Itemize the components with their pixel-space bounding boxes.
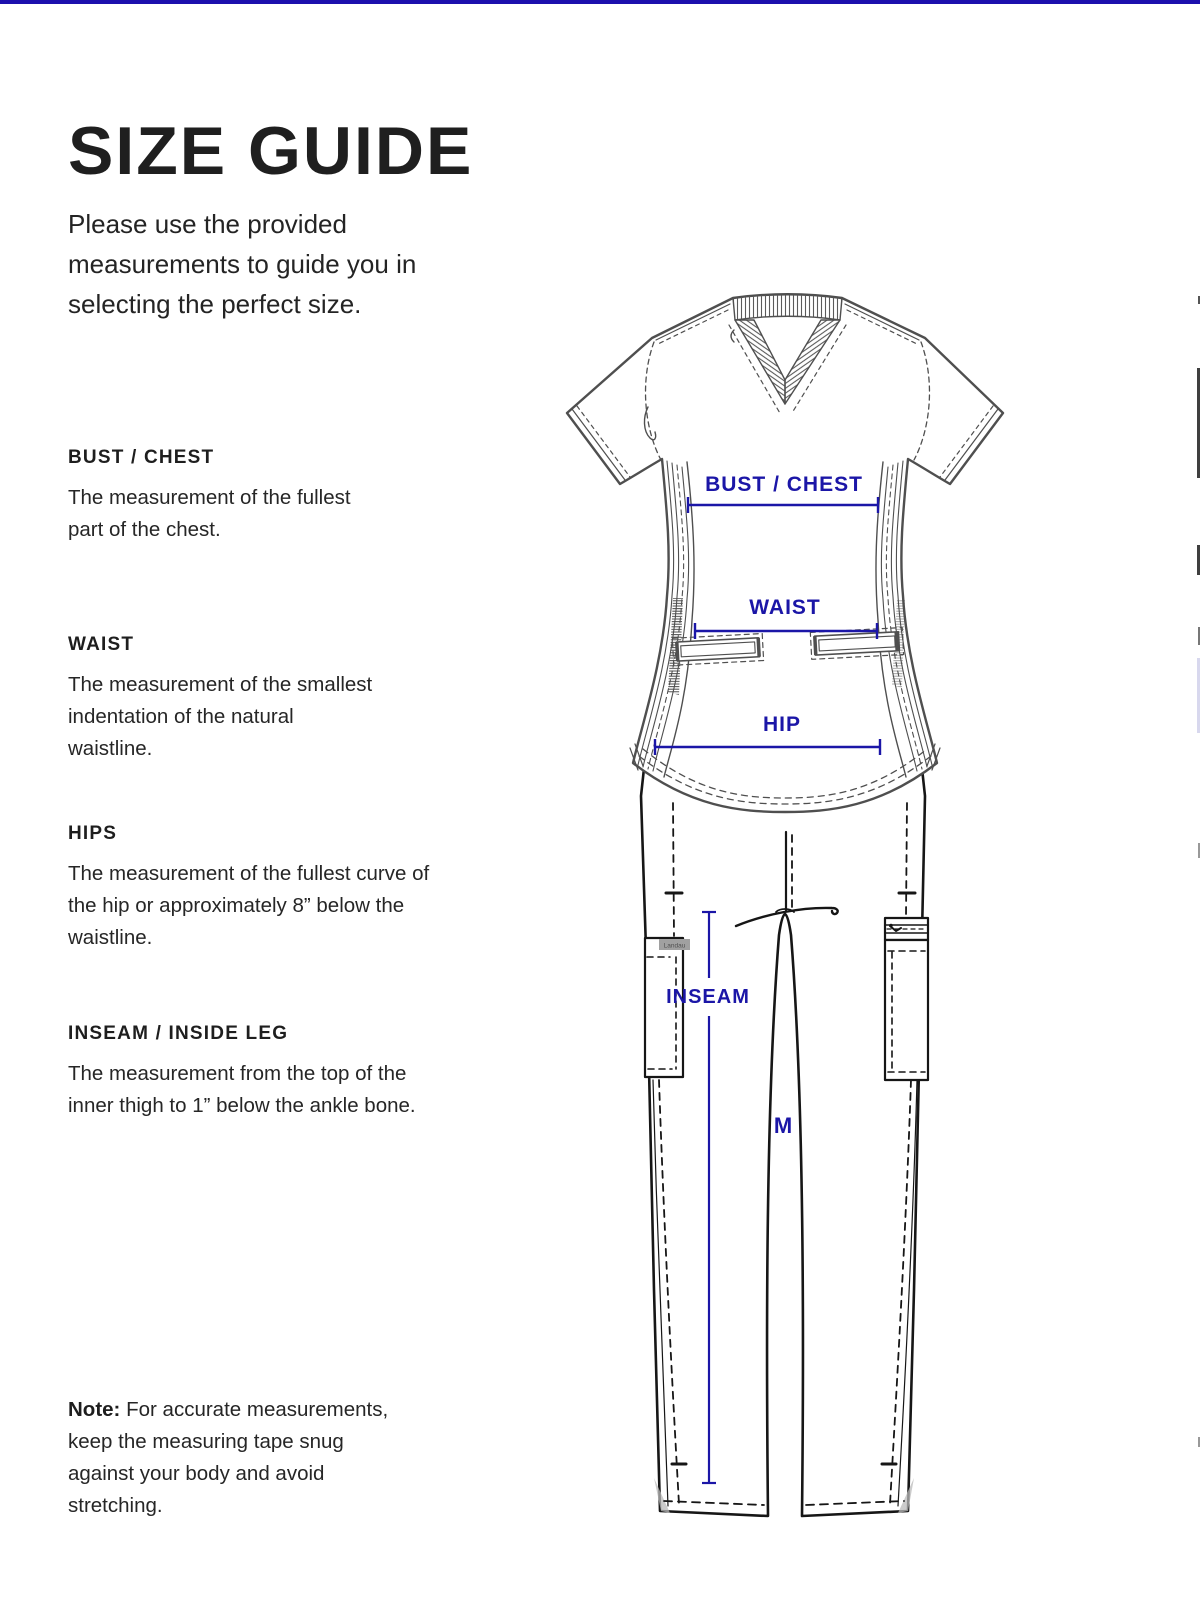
page-title: SIZE GUIDE (68, 112, 474, 189)
waist-heading: WAIST (68, 634, 135, 655)
section-waist (68, 634, 468, 765)
section-hips (68, 823, 468, 954)
inseam-heading: INSEAM / INSIDE LEG (68, 1023, 289, 1044)
hips-description: The measurement of the fullest curve of the hip or approximately 8” below the waistline. (68, 862, 430, 949)
bust-chest-diagram-label: BUST / CHEST (705, 473, 863, 496)
brand-tag-label: Landau (663, 942, 686, 950)
bust-chest-description: The measurement of the fullest part of the chest. (68, 486, 351, 541)
hips-heading: HIPS (68, 823, 118, 844)
note-label: Note: (68, 1397, 121, 1421)
top-border-line (0, 0, 1200, 4)
bust-chest-heading: BUST / CHEST (68, 447, 215, 468)
intro-text: Please use the provided measurements to guide you in selecting the perfect size. (68, 209, 417, 319)
inseam-diagram-label: INSEAM (666, 986, 750, 1008)
size-guide-diagram (540, 280, 1010, 1560)
inseam-description: The measurement from the top of the inner thigh to 1” below the ankle bone. (68, 1062, 416, 1117)
right-cargo-pocket (885, 918, 928, 1080)
section-inseam (68, 1023, 468, 1122)
measurement-note (68, 1394, 413, 1522)
note-body: For accurate measurements, keep the measuring tape snug against your body and avoid stretching. (68, 1397, 389, 1517)
waist-diagram-label: WAIST (749, 596, 821, 619)
section-bust-chest (68, 447, 468, 546)
right-side-seam-stitch (906, 803, 907, 916)
size-label: M (773, 1113, 793, 1138)
waist-description: The measurement of the smallest indentation of the natural waistline. (68, 673, 373, 760)
hip-diagram-label: HIP (762, 713, 802, 736)
